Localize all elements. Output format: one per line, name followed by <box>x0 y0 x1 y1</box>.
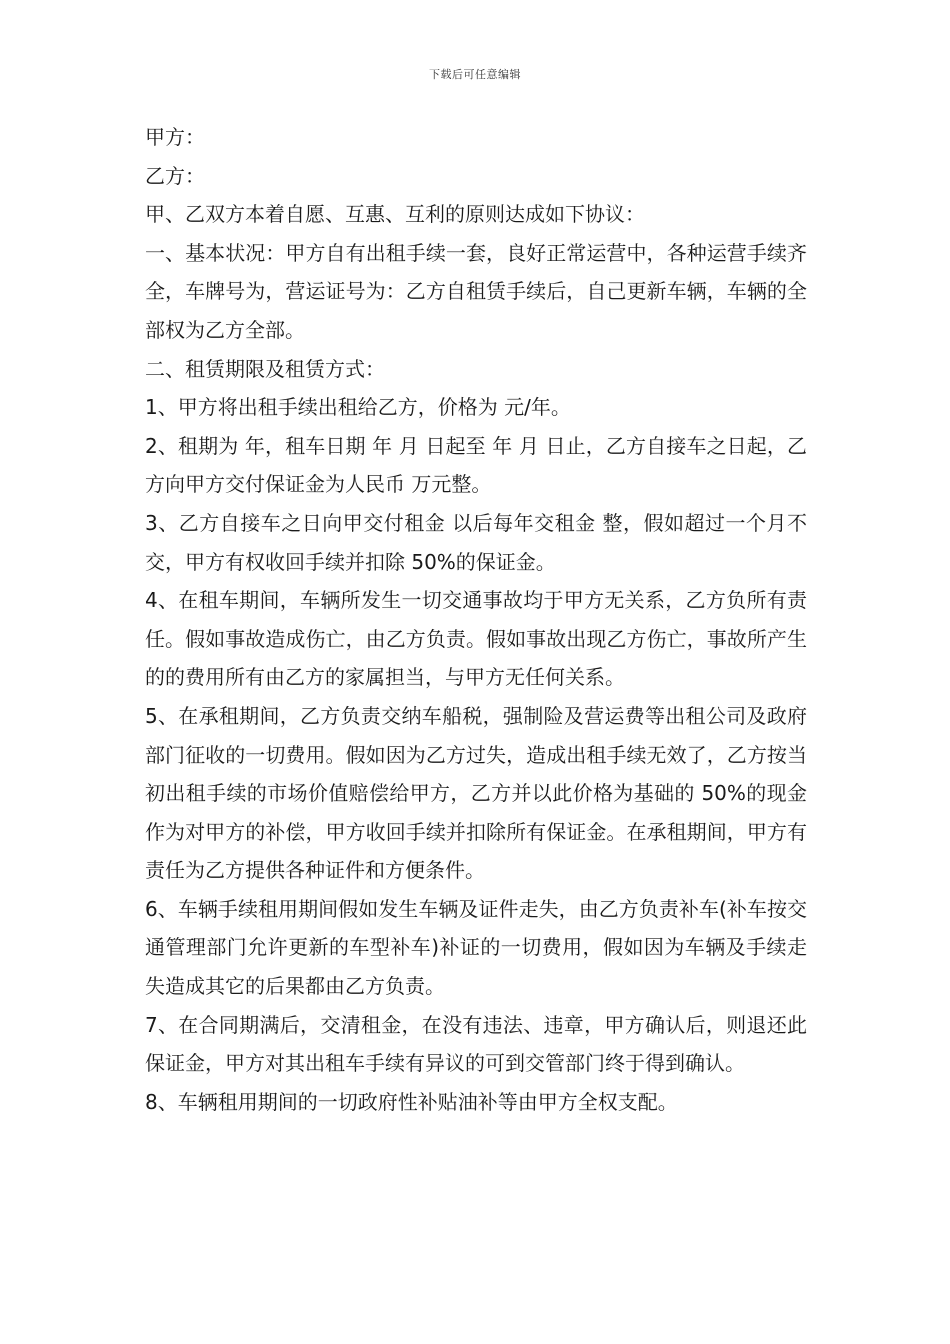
party-a-line: 甲方： <box>145 125 205 149</box>
clause-5: 5、在承租期间，乙方负责交纳车船税，强制险及营运费等出租公司及政府部门征收的一切费用。假如因为乙方过失，造成出租手续无效了，乙方按当初出租手续的市场价值赔偿给甲方，乙方并以此价格为基础的 50%的现金作为对甲方的补偿，甲方收回手续并扣除所有保证金。在承租期间，甲方有责任为乙方提供各种证件和方便条件。 <box>145 703 807 883</box>
clause-3: 3、乙方自接车之日向甲交付租金 以后每年交租金 整，假如超过一个月不交，甲方有权收回手续并扣除 50%的保证金。 <box>145 510 807 574</box>
clause-2: 2、租期为 年，租车日期 年 月 日起至 年 月 日止，乙方自接车之日起，乙方向甲方交付保证金为人民币 万元整。 <box>145 433 807 497</box>
party-b-line: 乙方： <box>145 163 205 188</box>
section-lease-term-heading: 二、租赁期限及租赁方式： <box>145 356 385 381</box>
agreement-intro: 甲、乙双方本着自愿、互惠、互利的原则达成如下协议： <box>145 202 645 227</box>
clause-7: 7、在合同期满后，交清租金，在没有违法、违章，甲方确认后，则退还此保证金，甲方对其出租车手续有异议的可到交管部门终于得到确认。 <box>145 1012 807 1076</box>
document-body <box>145 118 807 1121</box>
clause-1: 1、甲方将出租手续出租给乙方，价格为 元/年。 <box>145 395 571 420</box>
clause-8: 8、车辆租用期间的一切政府性补贴油补等由甲方全权支配。 <box>145 1089 678 1114</box>
page-header-note: 下载后可任意编辑 <box>429 68 521 81</box>
section-basic-status: 一、基本状况：甲方自有出租手续一套，良好正常运营中，各种运营手续齐全，车牌号为，营运证号为：乙方自租赁手续后，自己更新车辆，车辆的全部权为乙方全部。 <box>145 240 807 342</box>
clause-6: 6、车辆手续租用期间假如发生车辆及证件走失，由乙方负责补车(补车按交通管理部门允许更新的车型补车)补证的一切费用，假如因为车辆及手续走失造成其它的后果都由乙方负责。 <box>145 896 807 999</box>
clause-4: 4、在租车期间，车辆所发生一切交通事故均于甲方无关系，乙方负所有责任。假如事故造成伤亡，由乙方负责。假如事故出现乙方伤亡，事故所产生的的费用所有由乙方的家属担当，与甲方无任何关系。 <box>145 588 807 690</box>
